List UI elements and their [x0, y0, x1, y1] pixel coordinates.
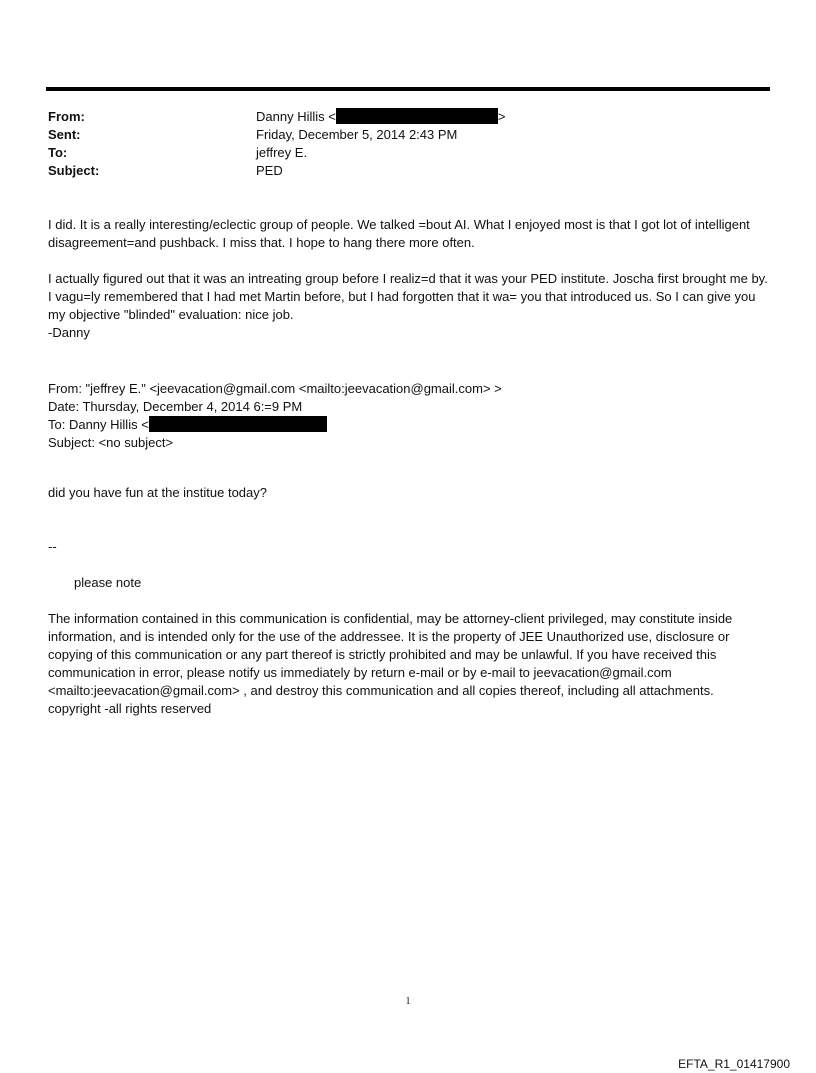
subject-label: Subject: [48, 163, 100, 178]
body-paragraph-1 [48, 216, 770, 252]
from-name: Danny Hillis < [256, 109, 336, 124]
quoted-to [48, 416, 770, 434]
quoted-message [48, 484, 770, 502]
redaction-box [336, 108, 498, 124]
document-id: EFTA_R1_01417900 [678, 1057, 790, 1071]
please-note [74, 574, 374, 592]
body-p2-text: I actually figured out that it was an intreating group before I realiz=d that it was your PED institute. Joscha first brought me by. I vagu=ly remembered that I had met Martin before, but I had forgotten that it wa= you that introduced us. So I can give you my objective "blinded" evaluation: nice job. [48, 271, 768, 322]
disclaimer-text: The information contained in this communication is confidential, may be attorney-client privileged, may constitute inside information, and is intended only for the use of the addressee. It is the property of JEE Unauthorized use, disclosure or copying of this communication or any part thereof is strictly prohibited and may be unlawful. If you have received this communication in error, please notify us immediately by return e-mail or by e-mail to jeevacation@gmail.com <mailto:jeevacation@gmail.com> , and destroy this communication and all copies thereof, including all attachments. copyright -all rights reserved [48, 611, 733, 716]
from-label: From: [48, 109, 85, 124]
to-value: jeffrey E. [256, 145, 308, 160]
quoted-subject: Subject: <no subject> [48, 435, 174, 450]
signature-separator [48, 538, 770, 556]
body-paragraph-2 [48, 270, 770, 342]
quoted-message-text: did you have fun at the institue today? [48, 485, 267, 500]
body-p1-text: I did. It is a really interesting/eclectic group of people. We talked =bout AI. What I enjoyed most is that I got lot of intelligent disagreement=and pushback. I miss that. I hope to hang there more often. [48, 217, 750, 250]
subject-value: PED [256, 163, 283, 178]
please-note-text: please note [74, 575, 142, 590]
header-rule [46, 87, 770, 91]
from-tail: > [497, 109, 506, 124]
quoted-date: Date: Thursday, December 4, 2014 6:=9 PM [48, 399, 303, 414]
quoted-header [48, 380, 770, 452]
sent-label: Sent: [48, 127, 81, 142]
sent-value: Friday, December 5, 2014 2:43 PM [256, 127, 458, 142]
redaction-box [149, 416, 327, 432]
page-number: 1 [405, 996, 411, 1007]
separator-text: -- [48, 539, 57, 554]
quoted-from: From: "jeffrey E." <jeevacation@gmail.com <mailto:jeevacation@gmail.com> > [48, 381, 502, 396]
signoff: -Danny [48, 325, 90, 340]
from-value [256, 108, 505, 126]
quoted-to-text: To: Danny Hillis < [48, 417, 149, 432]
disclaimer [48, 610, 770, 718]
to-label: To: [48, 145, 68, 160]
